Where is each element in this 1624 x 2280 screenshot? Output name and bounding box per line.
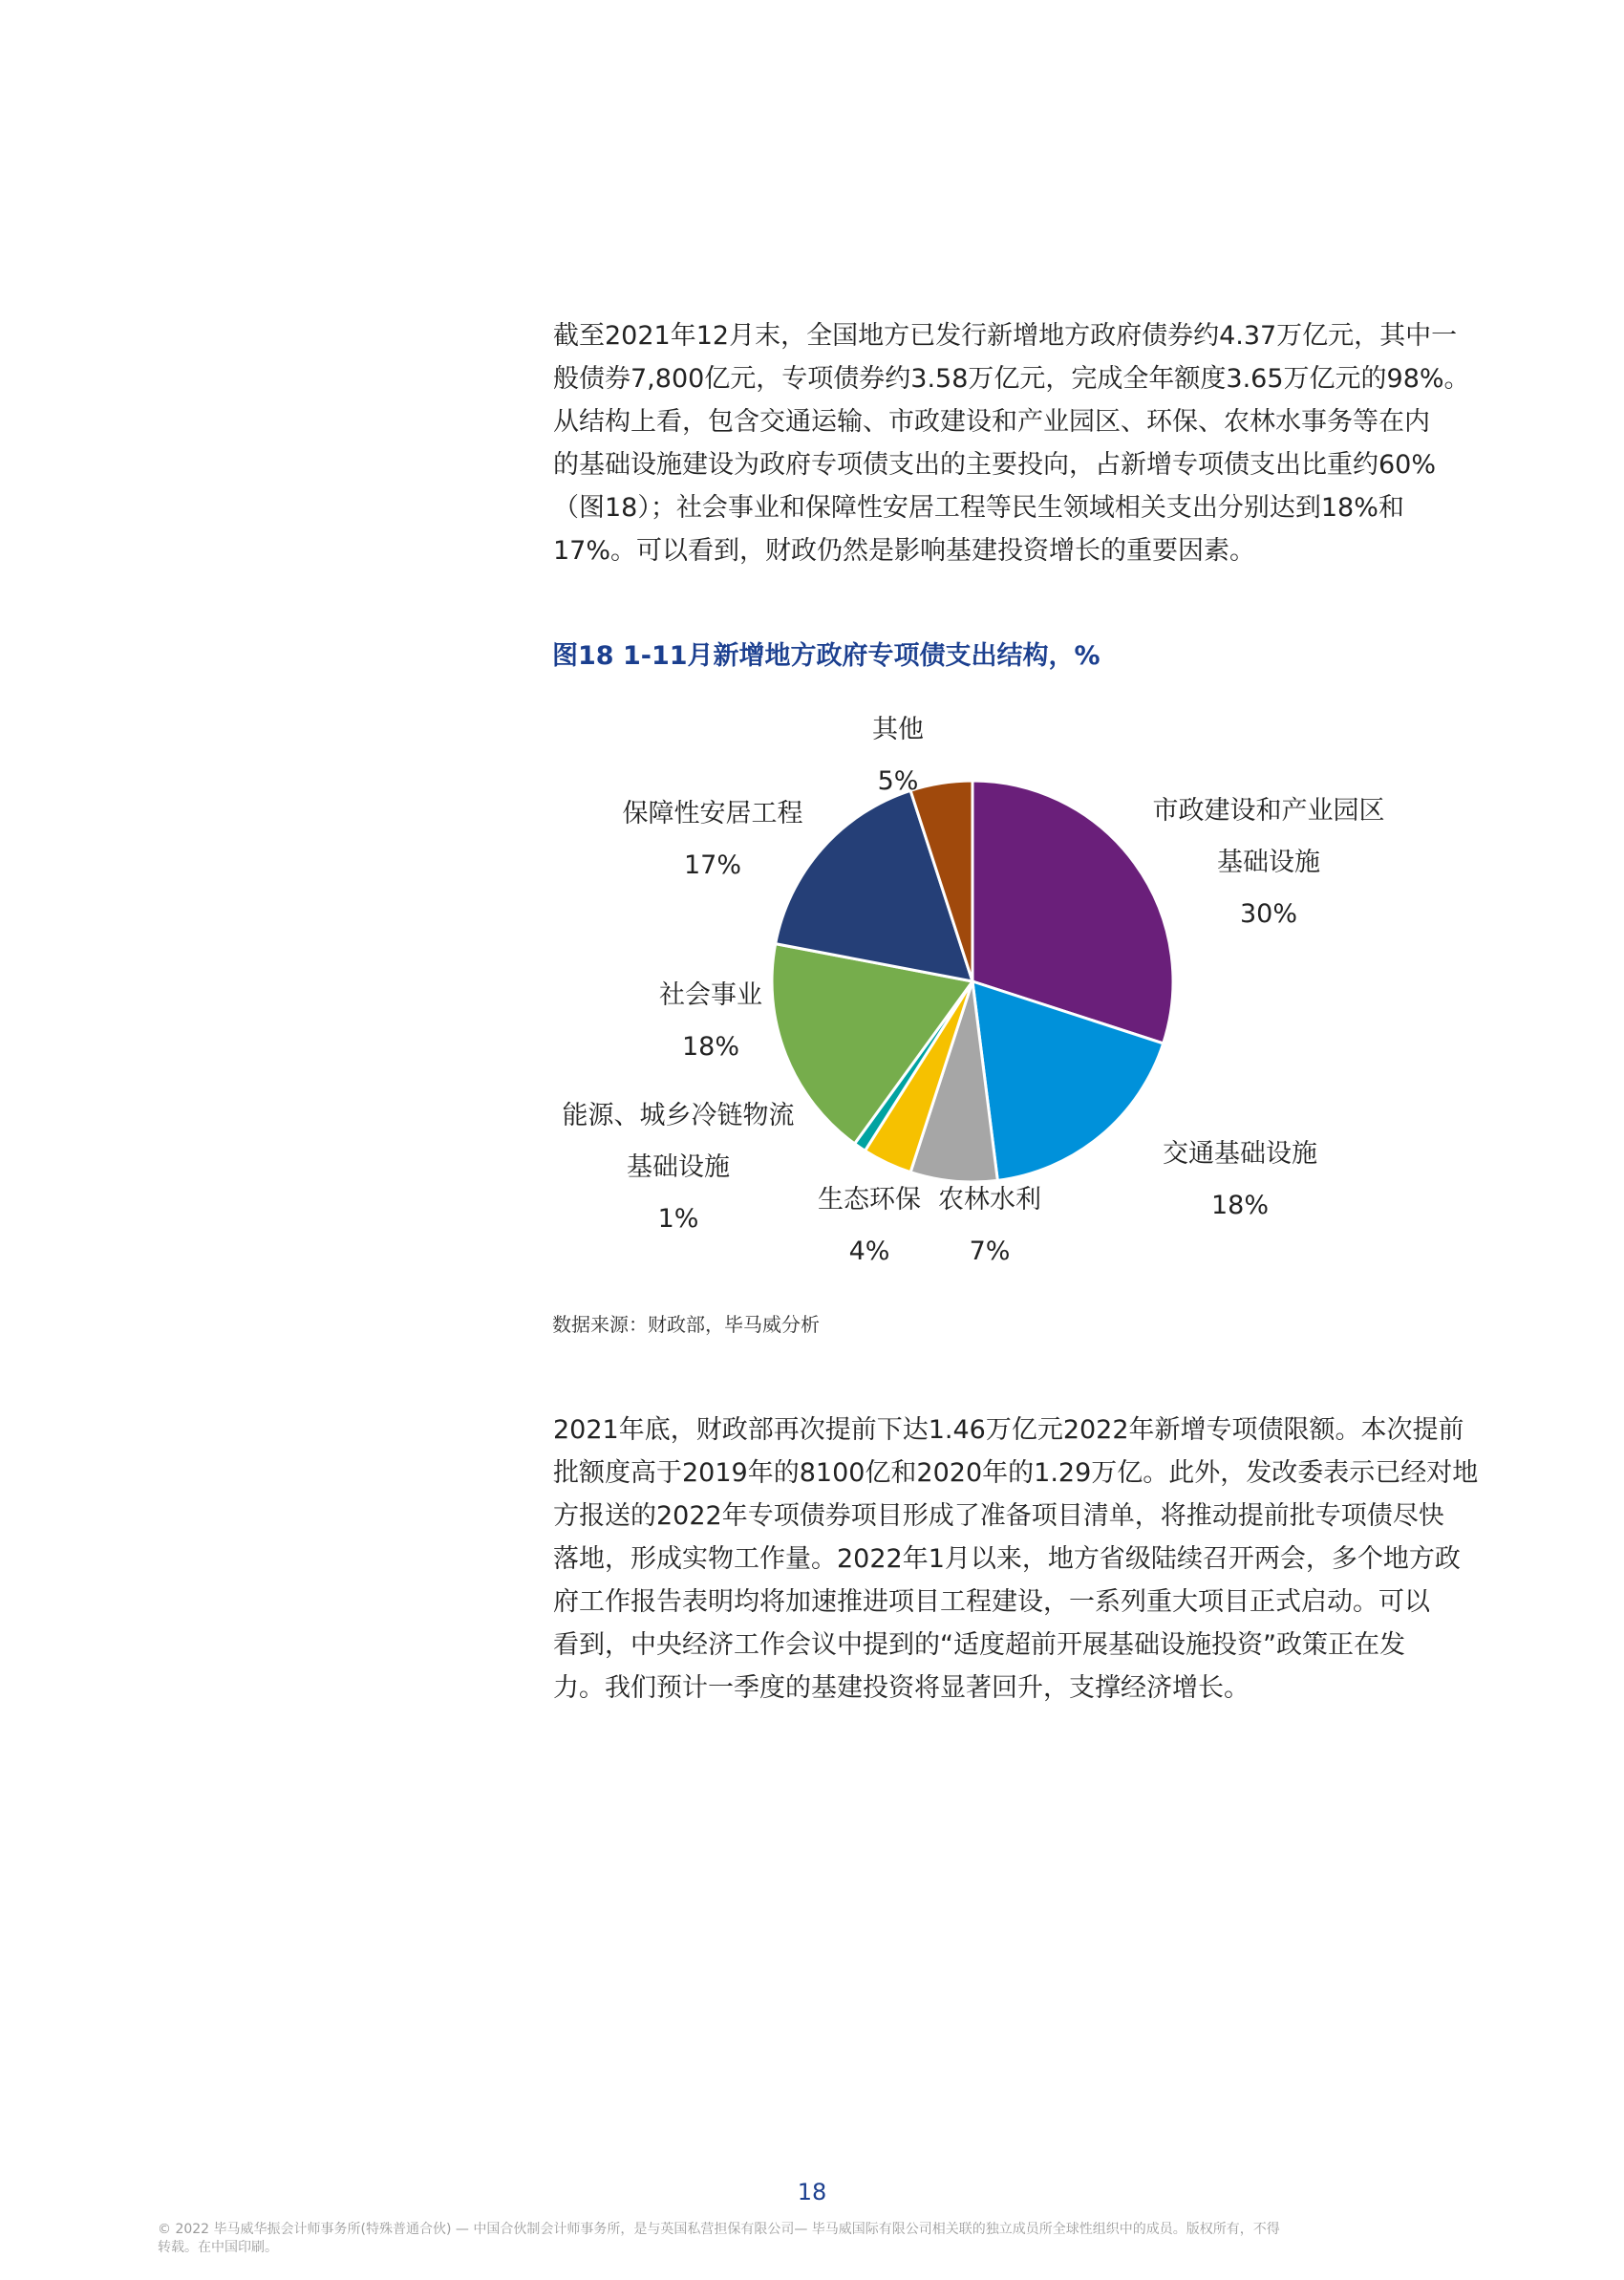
footer-line: © 2022 毕马威华振会计师事务所(特殊普通合伙) — 中国合伙制会计师事务所，是与英国私营担保有限公司— 毕马威国际有限公司相关联的独立成员所全球性组织中的成员。版权所有，不得 xyxy=(158,2222,1280,2237)
footer-copyright xyxy=(158,2221,1495,2257)
slice-category-label: 交通基础设施 xyxy=(1163,1139,1317,1169)
slice-value-label: 1% xyxy=(657,1204,699,1234)
slice-category-label: 社会事业 xyxy=(659,980,762,1010)
footer-line: 转载。在中国印刷。 xyxy=(158,2240,278,2255)
text-line: 府工作报告表明均将加速推进项目工程建设，一系列重大项目正式启动。可以 xyxy=(553,1587,1430,1617)
text-line: 的基础设施建设为政府专项债支出的主要投向，占新增专项债支出比重约60% xyxy=(553,450,1437,480)
source-note: 数据来源：财政部，毕马威分析 xyxy=(552,1313,820,1336)
slice-value-label: 18% xyxy=(1210,1191,1270,1220)
slice-category-label: 保障性安居工程 xyxy=(622,799,803,828)
body-paragraph-2 xyxy=(553,1409,1499,1710)
pie-slices xyxy=(772,781,1173,1182)
slice-value-label: 5% xyxy=(877,766,919,796)
slice-category-label: 市政建设和产业园区 xyxy=(1152,796,1385,826)
slice-category-label: 农林水利 xyxy=(938,1185,1041,1215)
text-line: 力。我们预计一季度的基建投资将显著回升，支撑经济增长。 xyxy=(553,1673,1250,1703)
text-line: 般债券7,800亿元，专项债券约3.58万亿元，完成全年额度3.65万亿元的98%。 xyxy=(553,364,1470,394)
slice-category-label: 基础设施 xyxy=(1217,848,1320,877)
slice-category-label: 基础设施 xyxy=(627,1152,730,1182)
slice-value-label: 18% xyxy=(681,1032,740,1062)
text-line: 17%。可以看到，财政仍然是影响基建投资增长的重要因素。 xyxy=(553,536,1256,566)
text-line: （图18）；社会事业和保障性安居工程等民生领域相关支出分别达到18%和 xyxy=(553,493,1404,523)
page-number: 18 xyxy=(797,2179,827,2205)
text-line: 批额度高于2019年的8100亿和2020年的1.29万亿。此外，发改委表示已经对地 xyxy=(553,1458,1479,1488)
slice-category-label: 能源、城乡冷链物流 xyxy=(562,1101,795,1130)
figure-title: 图18 1-11月新增地方政府专项债支出结构，% xyxy=(552,641,1100,671)
text-line: 2021年底，财政部再次提前下达1.46万亿元2022年新增专项债限额。本次提前 xyxy=(553,1415,1464,1445)
text-line: 落地，形成实物工作量。2022年1月以来，地方省级陆续召开两会，多个地方政 xyxy=(553,1544,1461,1574)
text-line: 从结构上看，包含交通运输、市政建设和产业园区、环保、农林水事务等在内 xyxy=(553,407,1430,437)
slice-value-label: 7% xyxy=(969,1237,1011,1266)
slice-value-label: 4% xyxy=(848,1237,890,1266)
slice-value-label: 17% xyxy=(683,850,742,880)
text-line: 看到，中央经济工作会议中提到的“适度超前开展基础设施投资”政策正在发 xyxy=(553,1630,1405,1660)
text-line: 截至2021年12月末，全国地方已发行新增地方政府债券约4.37万亿元，其中一 xyxy=(553,321,1458,351)
slice-value-label: 30% xyxy=(1239,899,1298,929)
text-line: 方报送的2022年专项债券项目形成了准备项目清单，将推动提前批专项债尽快 xyxy=(553,1501,1444,1531)
slice-category-label: 其他 xyxy=(872,715,924,744)
slice-category-label: 生态环保 xyxy=(818,1185,921,1215)
